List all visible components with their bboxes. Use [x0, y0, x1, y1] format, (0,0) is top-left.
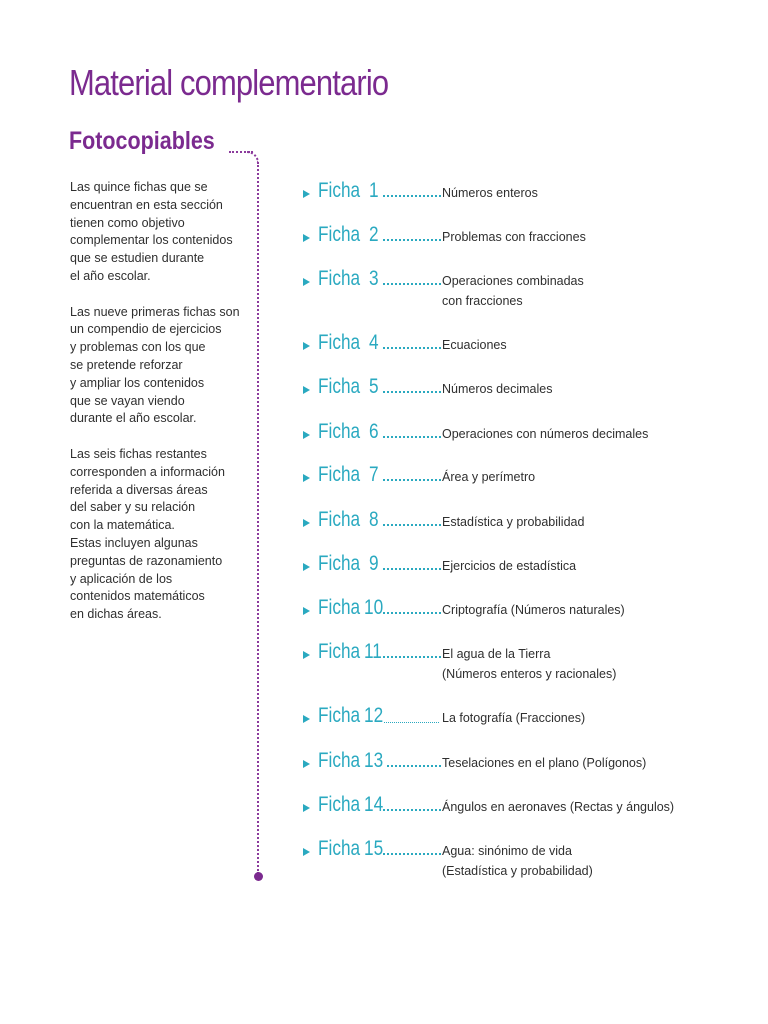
ficha-description-line-2: (Estadística y probabilidad): [442, 864, 593, 878]
ficha-description: [442, 467, 535, 487]
ficha-description-line-1: Números decimales: [442, 382, 553, 396]
ficha-description: [442, 841, 593, 881]
ficha-description: [442, 424, 648, 444]
ficha-description: [442, 512, 584, 532]
dot-leader: [384, 722, 439, 723]
ficha-label: Ficha: [318, 267, 361, 290]
dot-leader: [383, 612, 441, 614]
ficha-description-line-1: Ecuaciones: [442, 338, 507, 352]
ficha-number: 13: [364, 749, 384, 772]
page-title: Material complementario: [69, 62, 389, 103]
ficha-description: [442, 600, 625, 620]
triangle-bullet-icon: [303, 804, 310, 812]
ficha-description-line-1: Operaciones con números decimales: [442, 427, 649, 441]
ficha-number: 15: [364, 837, 384, 860]
ficha-number: 11: [364, 640, 382, 663]
ficha-description-line-1: Ángulos en aeronaves (Rectas y ángulos): [442, 800, 675, 814]
triangle-bullet-icon: [303, 474, 310, 482]
ficha-label: Ficha: [318, 331, 361, 354]
ficha-label: Ficha: [318, 596, 361, 619]
ficha-label: Ficha: [318, 837, 361, 860]
intro-paragraph-3: Las seis fichas restantes corresponden a información referida a diversas áreas del saber y su relación con la matemática. Estas incluyen algunas preguntas de razonamiento y aplicación de los contenidos matemáticos en dichas áreas.: [70, 446, 225, 622]
dot-leader: [383, 283, 441, 285]
ficha-label: Ficha: [318, 463, 361, 486]
dot-leader: [383, 656, 441, 658]
ficha-description-line-1: Operaciones combinadas: [442, 274, 584, 288]
ficha-number: 2: [369, 223, 379, 246]
triangle-bullet-icon: [303, 519, 310, 527]
ficha-description: [442, 379, 552, 399]
ficha-label: Ficha: [318, 179, 361, 202]
ficha-description-line-1: Criptografía (Números naturales): [442, 603, 625, 617]
ficha-label: Ficha: [318, 508, 361, 531]
ficha-description-line-1: Teselaciones en el plano (Polígonos): [442, 756, 647, 770]
ficha-label: Ficha: [318, 223, 361, 246]
ficha-description: [442, 644, 616, 684]
triangle-bullet-icon: [303, 190, 310, 198]
ficha-description-line-1: Agua: sinónimo de vida: [442, 844, 572, 858]
dot-leader: [383, 391, 441, 393]
ficha-description: [442, 335, 507, 355]
connector-end-dot: [254, 872, 263, 881]
dot-leader: [383, 195, 441, 197]
dot-leader: [383, 809, 441, 811]
triangle-bullet-icon: [303, 278, 310, 286]
ficha-description-line-1: La fotografía (Fracciones): [442, 711, 586, 725]
triangle-bullet-icon: [303, 386, 310, 394]
ficha-number: 1: [369, 179, 379, 202]
triangle-bullet-icon: [303, 760, 310, 768]
ficha-description-line-2: (Números enteros y racionales): [442, 667, 617, 681]
triangle-bullet-icon: [303, 234, 310, 242]
ficha-number: 7: [369, 463, 379, 486]
ficha-number: 9: [369, 552, 379, 575]
ficha-number: 14: [364, 793, 384, 816]
triangle-bullet-icon: [303, 607, 310, 615]
ficha-description: [442, 556, 576, 576]
ficha-description-line-1: Estadística y probabilidad: [442, 515, 585, 529]
ficha-description-line-1: Problemas con fracciones: [442, 230, 586, 244]
dot-leader: [383, 347, 441, 349]
dot-leader: [383, 853, 441, 855]
ficha-label: Ficha: [318, 793, 361, 816]
dot-leader: [387, 765, 441, 767]
dot-leader: [383, 239, 441, 241]
ficha-label: Ficha: [318, 640, 361, 663]
ficha-number: 12: [364, 704, 384, 727]
intro-text: [70, 179, 260, 642]
triangle-bullet-icon: [303, 431, 310, 439]
intro-paragraph-2: Las nueve primeras fichas son un compendio de ejercicios y problemas con los que se pretende reforzar y ampliar los contenidos que se vayan viendo durante el año escolar.: [70, 304, 240, 426]
section-subtitle: Fotocopiables: [69, 127, 215, 155]
dot-leader: [383, 568, 441, 570]
ficha-description: [442, 708, 585, 728]
ficha-label: Ficha: [318, 420, 361, 443]
ficha-label: Ficha: [318, 375, 361, 398]
ficha-number: 8: [369, 508, 379, 531]
ficha-label: Ficha: [318, 552, 361, 575]
triangle-bullet-icon: [303, 342, 310, 350]
triangle-bullet-icon: [303, 651, 310, 659]
dot-leader: [383, 479, 441, 481]
dot-leader: [383, 524, 441, 526]
ficha-number: 3: [369, 267, 379, 290]
ficha-number: 10: [364, 596, 384, 619]
ficha-description-line-1: Área y perímetro: [442, 470, 536, 484]
ficha-description: [442, 797, 674, 817]
ficha-description: [442, 183, 538, 203]
ficha-description-line-1: Números enteros: [442, 186, 538, 200]
dot-leader: [383, 436, 441, 438]
ficha-number: 4: [369, 331, 379, 354]
ficha-number: 6: [369, 420, 379, 443]
ficha-description: [442, 271, 584, 311]
triangle-bullet-icon: [303, 715, 310, 723]
ficha-label: Ficha: [318, 749, 361, 772]
ficha-description-line-1: Ejercicios de estadística: [442, 559, 577, 573]
triangle-bullet-icon: [303, 848, 310, 856]
ficha-description: [442, 753, 646, 773]
ficha-description-line-2: con fracciones: [442, 294, 523, 308]
triangle-bullet-icon: [303, 563, 310, 571]
ficha-label: Ficha: [318, 704, 361, 727]
ficha-description-line-1: El agua de la Tierra: [442, 647, 551, 661]
ficha-number: 5: [369, 375, 379, 398]
intro-paragraph-1: Las quince fichas que se encuentran en esta sección tienen como objetivo complementar los contenidos que se estudien durante el año escolar.: [70, 180, 233, 283]
ficha-description: [442, 227, 586, 247]
